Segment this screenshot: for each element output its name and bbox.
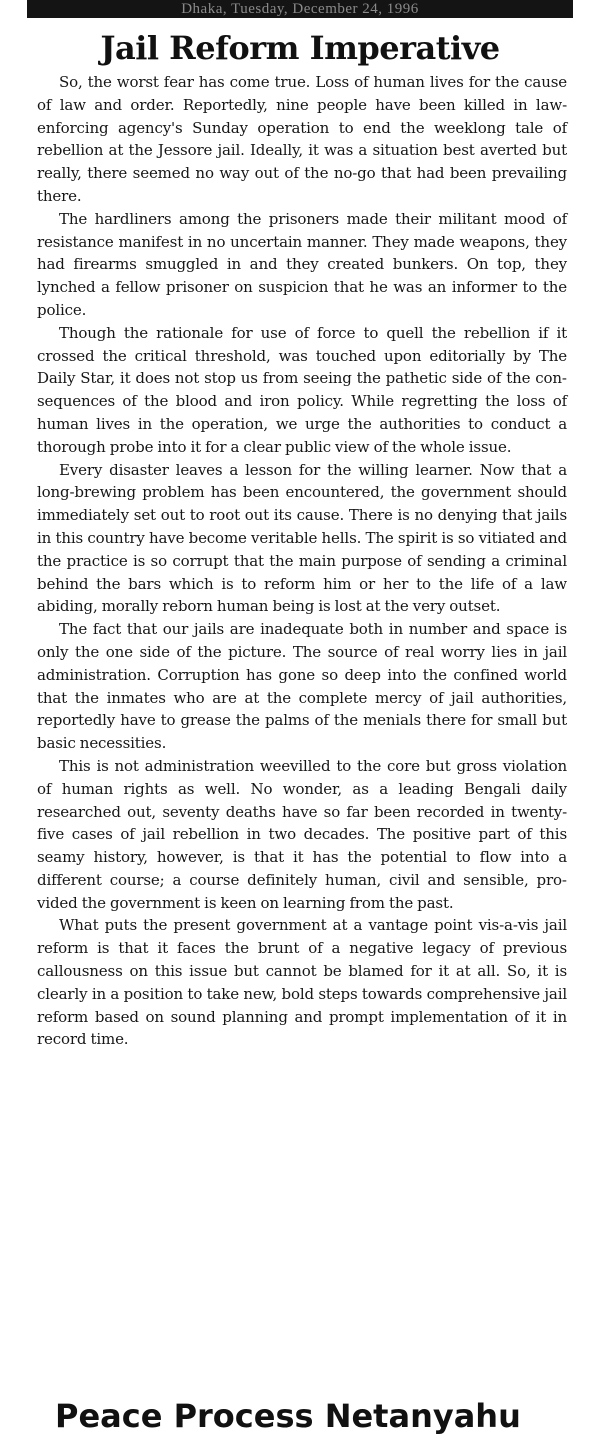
paragraph-7: What puts the present government at a vantage point vis-a-vis jail reform is that it faces the brunt of a negative legacy of previous callousness on this issue but cannot be blamed for it at all. So, it is clearly in a position to take new, bold steps towards comprehensive jail reform based on sound planning and prompt implementation of it in record time. bbox=[37, 916, 567, 1049]
next-article-headline-cropped: Peace Process Netanyahu bbox=[55, 1397, 521, 1435]
paragraph-4: Every disaster leaves a lesson for the willing learner. Now that a long-brewing problem has been encountered, the government should immediately set out to root out its cause. There is no denying that jails in this country have become veritable hells. The spirit is so vitiated and the practice is so corrupt that the main purpose of sending a criminal behind the bars which is to reform him or her to the life of a law abiding, morally reborn human being is lost at the very outset. bbox=[37, 460, 567, 616]
article-body bbox=[37, 71, 567, 1051]
paragraph-5: The fact that our jails are inadequate both in number and space is only the one side of the picture. The source of real worry lies in jail administration. Corruption has gone so deep into the confined world that the inmates who are at the complete mercy of jail authorities, reportedly have to grease the palms of the menials there for small but basic necessities. bbox=[37, 620, 567, 753]
paragraph-3: Though the rationale for use of force to quell the rebellion if it crossed the critical threshold, was touched upon editorially by The Daily Star, it does not stop us from seeing the pathetic side of the consequences of the blood and iron policy. While regretting the loss of human lives in the operation, we urge the authorities to conduct a thorough probe into it for a clear public view of the whole issue. bbox=[37, 323, 567, 456]
paragraph-2: The hardliners among the prisoners made their militant mood of resistance manifest in no uncertain manner. They made weapons, they had firearms smuggled in and they created bunkers. On top, they lynched a fellow prisoner on suspicion that he was an informer to the police. bbox=[37, 209, 567, 319]
paragraph-6: This is not administration weevilled to the core but gross violation of human rights as well. No wonder, as a leading Bengali daily researched out, seventy deaths have so far been recorded in twenty-five cases of jail rebellion in two decades. The positive part of this seamy history, however, is that it has the potential to flow into a different course; a course definitely human, civil and sensible, provided the government is keen on learning from the past. bbox=[37, 756, 567, 912]
paragraph-1: So, the worst fear has come true. Loss of human lives for the cause of law and order. Reportedly, nine people have been killed in law-enforcing agency's Sunday operation to end the weeklong tale of rebellion at the Jessore jail. Ideally, it was a situation best averted but really, there seemed no way out of the no-go that had been prevailing there. bbox=[37, 73, 567, 205]
headline: Jail Reform Imperative bbox=[100, 29, 500, 67]
dateline-bar: Dhaka, Tuesday, December 24, 1996 bbox=[27, 0, 573, 18]
